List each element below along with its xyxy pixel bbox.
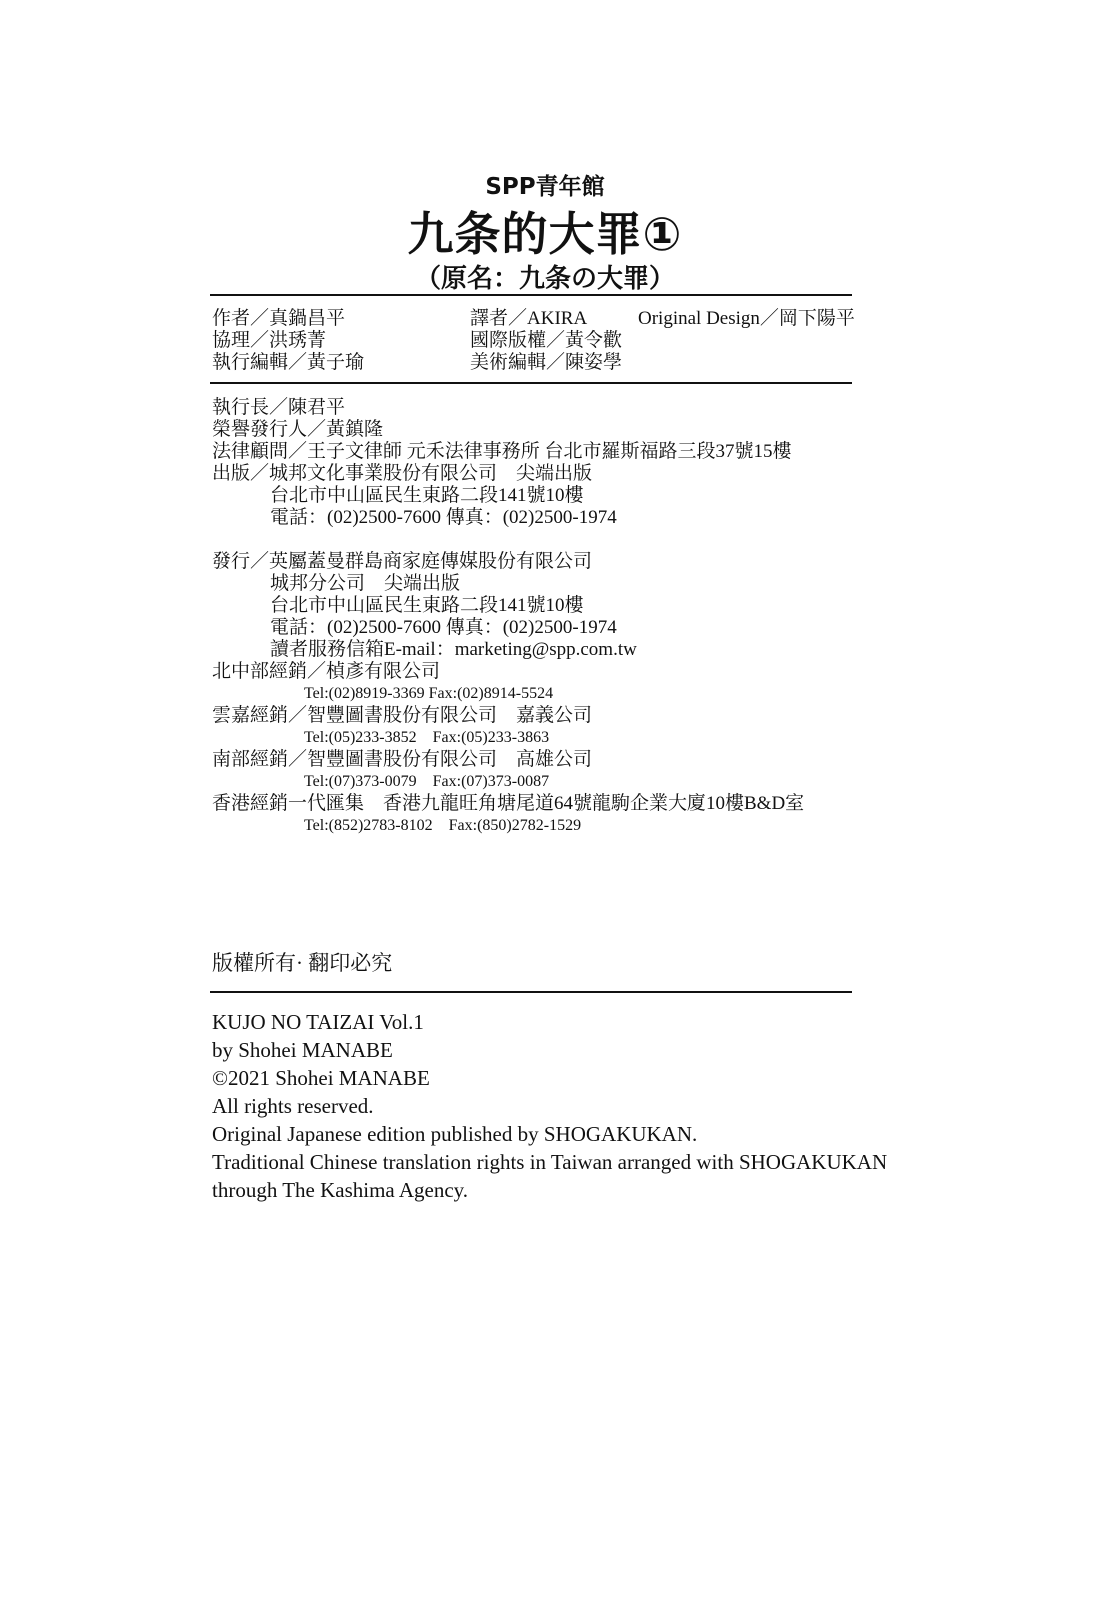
publish-line: 出版／城邦文化事業股份有限公司 尖端出版 <box>212 463 593 484</box>
en-line: by Shohei MANABE <box>212 1038 393 1062</box>
north-distributor: 北中部經銷／楨彥有限公司 <box>212 661 441 682</box>
distribution-address: 台北市中山區民生東路二段141號10樓 <box>270 595 584 616</box>
credit-intl-rights: 國際版權／黃令歡 <box>470 330 623 351</box>
en-line: KUJO NO TAIZAI Vol.1 <box>212 1010 424 1034</box>
series-name: SPP青年館 <box>485 174 605 200</box>
honorary-issuer-line: 榮譽發行人／黃鎮隆 <box>212 419 384 440</box>
publish-phone: 電話：(02)2500-7600 傳真：(02)2500-1974 <box>270 507 617 528</box>
en-line: Traditional Chinese translation rights in Taiwan arranged with SHOGAKUKAN <box>212 1150 888 1174</box>
credits-column-3 <box>638 308 855 330</box>
credits-column-1 <box>212 308 364 374</box>
credit-manager: 協理／洪琇菁 <box>212 330 327 351</box>
credits-column-2 <box>470 308 622 374</box>
middle-divider <box>210 382 852 384</box>
distribution-block <box>212 551 804 837</box>
legal-line: 法律顧問／王子文律師 元禾法律事務所 台北市羅斯福路三段37號15樓 <box>212 441 792 462</box>
credit-art-editor: 美術編輯／陳姿學 <box>470 352 623 373</box>
en-line: All rights reserved. <box>212 1094 374 1118</box>
publish-address: 台北市中山區民生東路二段141號10樓 <box>270 485 584 506</box>
south-contact: Tel:(07)373-0079 Fax:(07)373-0087 <box>304 773 550 790</box>
en-line: Original Japanese edition published by SHOGAKUKAN. <box>212 1122 698 1146</box>
original-title: （原名：九条の大罪） <box>414 264 675 294</box>
en-line: ©2021 Shohei MANABE <box>212 1066 430 1090</box>
distribution-phone: 電話：(02)2500-7600 傳真：(02)2500-1974 <box>270 617 617 638</box>
branch-line: 城邦分公司 尖端出版 <box>270 573 461 594</box>
hk-contact: Tel:(852)2783-8102 Fax:(850)2782-1529 <box>304 817 582 834</box>
rights-reserved-cn: 版權所有· 翻印必究 <box>212 951 393 975</box>
credit-original-design: Original Design／岡下陽平 <box>638 308 855 329</box>
publisher-block <box>212 397 792 529</box>
credit-editor: 執行編輯／黃子瑜 <box>212 352 365 373</box>
ceo-line: 執行長／陳君平 <box>212 397 346 418</box>
yunjia-distributor: 雲嘉經銷／智豐圖書股份有限公司 嘉義公司 <box>212 705 593 726</box>
top-divider <box>210 294 852 296</box>
hk-distributor: 香港經銷一代匯集 香港九龍旺角塘尾道64號龍駒企業大廈10樓B&D室 <box>212 793 805 814</box>
issuer-line: 發行／英屬蓋曼群島商家庭傳媒股份有限公司 <box>212 551 593 572</box>
credit-author: 作者／真鍋昌平 <box>212 308 346 329</box>
bottom-divider <box>210 991 852 993</box>
south-distributor: 南部經銷／智豐圖書股份有限公司 高雄公司 <box>212 749 593 770</box>
north-contact: Tel:(02)8919-3369 Fax:(02)8914-5524 <box>304 685 554 702</box>
english-rights-block <box>212 1008 887 1204</box>
book-title: 九条的大罪① <box>407 207 683 261</box>
credit-translator: 譯者／AKIRA <box>470 308 588 329</box>
yunjia-contact: Tel:(05)233-3852 Fax:(05)233-3863 <box>304 729 550 746</box>
service-email: 讀者服務信箱E-mail：marketing@spp.com.tw <box>270 639 637 660</box>
en-line: through The Kashima Agency. <box>212 1178 469 1202</box>
